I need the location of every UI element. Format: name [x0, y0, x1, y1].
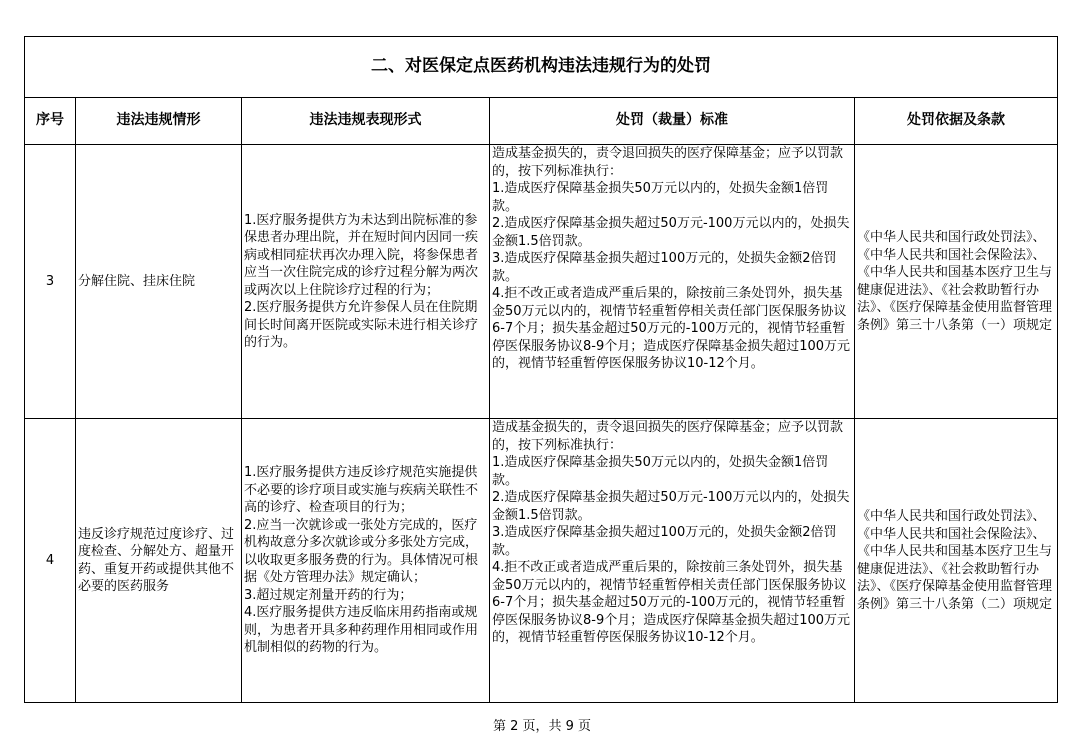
- table-title: 二、对医保定点医药机构违法违规行为的处罚: [25, 37, 1058, 98]
- row-number: 4: [25, 419, 76, 703]
- header-no: 序号: [25, 98, 76, 145]
- row-basis: 《中华人民共和国行政处罚法》、《中华人民共和国社会保险法》、《中华人民共和国基本医疗卫生与健康促进法》、《社会救助暂行办法》、《医疗保障基金使用监督管理条例》第三十八条第（二）项规定: [855, 419, 1058, 703]
- header-situation: 违法违规情形: [76, 98, 242, 145]
- row-situation: 违反诊疗规范过度诊疗、过度检查、分解处方、超量开药、重复开药或提供其他不必要的医药服务: [76, 419, 242, 703]
- header-basis: 处罚依据及条款: [855, 98, 1058, 145]
- title-row: [25, 37, 1058, 98]
- table-row: [25, 145, 1058, 419]
- header-standard: 处罚（裁量）标准: [490, 98, 855, 145]
- row-forms: 1.医疗服务提供方违反诊疗规范实施提供不必要的诊疗项目或实施与疾病关联性不高的诊疗、检查项目的行为； 2.应当一次就诊或一张处方完成的，医疗机构故意分多次就诊或分多张处方完成，以收取更多服务费的行为。具体情况可根据《处方管理办法》规定确认； 3.超过规定剂量开药的行为； 4.医疗服务提供方违反临床用药指南或规则，为患者开具多种药理作用相同或作用机制相似的药物的行为。: [242, 419, 490, 703]
- row-standard: 造成基金损失的，责令退回损失的医疗保障基金；应予以罚款的，按下列标准执行： 1.造成医疗保障基金损失50万元以内的，处损失金额1倍罚款。 2.造成医疗保障基金损失超过50万元-100万元以内的，处损失金额1.5倍罚款。 3.造成医疗保障基金损失超过100万元的，处损失金额2倍罚款。 4.拒不改正或者造成严重后果的，除按前三条处罚外，损失基金50万元以内的，视情节轻重暂停相关责任部门医保服务协议6-7个月；损失基金超过50万元的-100万元的，视情节轻重暂停医保服务协议8-9个月；造成医疗保障基金损失超过100万元的，视情节轻重暂停医保服务协议10-12个月。: [490, 419, 855, 703]
- page-number: 第 2 页，共 9 页: [492, 719, 592, 734]
- row-standard: 造成基金损失的，责令退回损失的医疗保障基金；应予以罚款的，按下列标准执行： 1.造成医疗保障基金损失50万元以内的，处损失金额1倍罚款。 2.造成医疗保障基金损失超过50万元-100万元以内的，处损失金额1.5倍罚款。 3.造成医疗保障基金损失超过100万元的，处损失金额2倍罚款。 4.拒不改正或者造成严重后果的，除按前三条处罚外，损失基金50万元以内的，视情节轻重暂停相关责任部门医保服务协议6-7个月；损失基金超过50万元的-100万元的，视情节轻重暂停医保服务协议8-9个月；造成医疗保障基金损失超过100万元的，视情节轻重暂停医保服务协议10-12个月。: [490, 145, 855, 419]
- header-row: [25, 98, 1058, 145]
- row-forms: 1.医疗服务提供方为未达到出院标准的参保患者办理出院，并在短时间内因同一疾病或相同症状再次办理入院，将参保患者应当一次住院完成的诊疗过程分解为两次或两次以上住院诊疗过程的行为； 2.医疗服务提供方允许参保人员在住院期间长时间离开医院或实际未进行相关诊疗的行为。: [242, 145, 490, 419]
- row-situation: 分解住院、挂床住院: [76, 145, 242, 419]
- table-row: [25, 419, 1058, 703]
- header-forms: 违法违规表现形式: [242, 98, 490, 145]
- penalty-table: [24, 36, 1058, 703]
- row-number: 3: [25, 145, 76, 419]
- row-basis: 《中华人民共和国行政处罚法》、《中华人民共和国社会保险法》、《中华人民共和国基本医疗卫生与健康促进法》、《社会救助暂行办法》、《医疗保障基金使用监督管理条例》第三十八条第（一）项规定: [855, 145, 1058, 419]
